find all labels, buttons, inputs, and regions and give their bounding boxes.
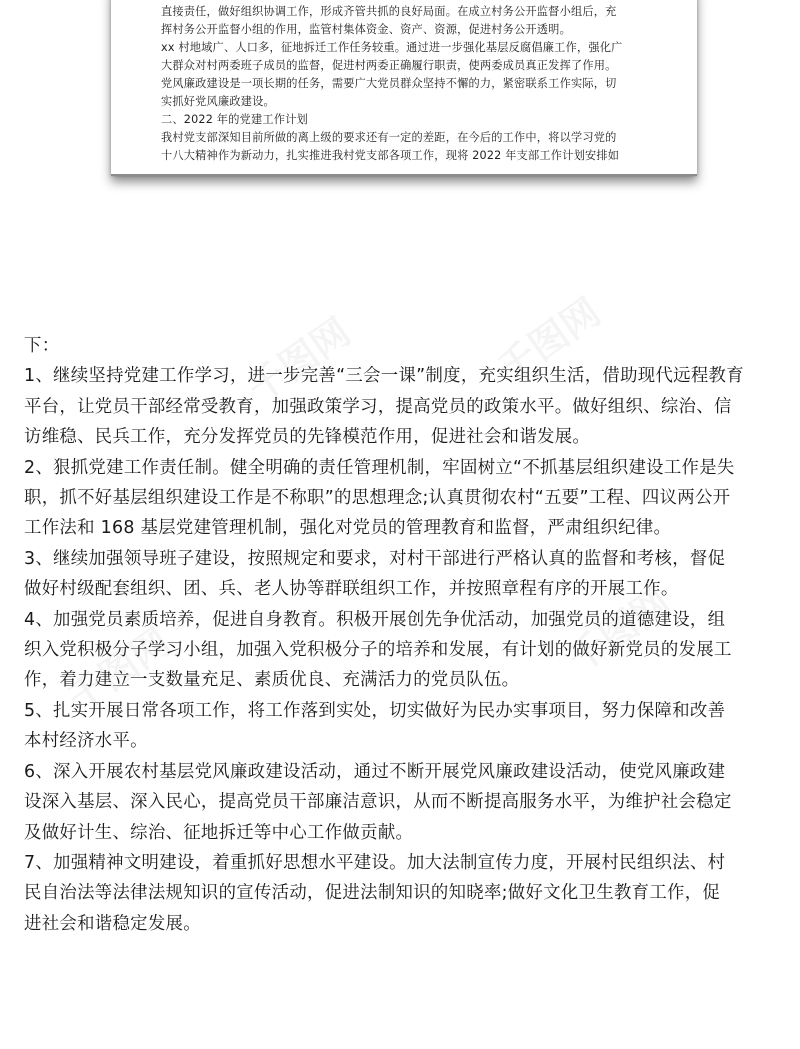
preview-text-line: 大群众对村两委班子成员的监督，促进村两委正确履行职责，使两委成员真正发挥了作用。 xyxy=(161,59,617,72)
body-text-line: 3、继续加强领导班子建设，按照规定和要求，对村干部进行严格认真的监督和考核，督促 xyxy=(24,548,726,569)
preview-text-line: 我村党支部深知目前所做的离上级的要求还有一定的差距，在今后的工作中，将以学习党的 xyxy=(161,131,617,144)
document-preview-content xyxy=(161,0,651,174)
body-text-line: 及做好计生、综治、征地拆迁等中心工作做贡献。 xyxy=(24,822,414,843)
preview-section-heading: 二、2022 年的党建工作计划 xyxy=(161,113,308,126)
preview-text-line: 党风廉政建设是一项长期的任务，需要广大党员群众坚持不懈的力，紧密联系工作实际，切 xyxy=(161,77,617,90)
document-body xyxy=(24,331,780,939)
preview-text-line: 挥村务公开监督小组的作用，监管村集体资金、资产、资源，促进村务公开透明。 xyxy=(161,23,571,36)
preview-text-line: xx 村地域广、人口多，征地拆迁工作任务较重。通过进一步强化基层反腐倡廉工作，强化广 xyxy=(161,41,623,54)
body-text-line: 职，抓不好基层组织建设工作是不称职”的思想理念;认真贯彻农村“五要”工程、四议两公开 xyxy=(24,488,731,509)
body-text-line: 访维稳、民兵工作，充分发挥党员的先锋模范作用，促进社会和谐发展。 xyxy=(24,427,591,448)
preview-text-line: 十八大精神作为新动力，扎实推进我村党支部各项工作，现将 2022 年支部工作计划安排如 xyxy=(161,149,620,162)
body-text-line: 2、狠抓党建工作责任制。健全明确的责任管理机制，牢固树立“不抓基层组织建设工作是失 xyxy=(24,457,735,478)
body-text-line: 设深入基层、深入民心，提高党员干部廉洁意识，从而不断提高服务水平，为维护社会稳定 xyxy=(24,792,732,813)
preview-text-line: 直接责任，做好组织协调工作，形成齐管共抓的良好局面。在成立村务公开监督小组后，充 xyxy=(161,5,617,18)
body-text-line: 4、加强党员素质培养，促进自身教育。积极开展创先争优活动，加强党员的道德建设，组 xyxy=(24,609,726,630)
body-text-line: 1、继续坚持党建工作学习，进一步完善“三会一课”制度，充实组织生活，借助现代远程教育 xyxy=(24,366,744,387)
body-text-line: 做好村级配套组织、团、兵、老人协等群联组织工作，并按照章程有序的开展工作。 xyxy=(24,579,679,600)
body-text-line: 6、深入开展农村基层党风廉政建设活动，通过不断开展党风廉政建设活动，使党风廉政建 xyxy=(24,761,726,782)
body-text-line: 民自治法等法律法规知识的宣传活动，促进法制知识的知晓率;做好文化卫生教育工作，促 xyxy=(24,883,721,904)
body-text-line: 7、加强精神文明建设，着重抓好思想水平建设。加大法制宣传力度，开展村民组织法、村 xyxy=(24,852,726,873)
body-text-line: 5、扎实开展日常各项工作，将工作落到实处，切实做好为民办实事项目，努力保障和改善 xyxy=(24,700,726,721)
body-text-line: 织入党积极分子学习小组，加强入党积极分子的培养和发展，有计划的做好新党员的发展工 xyxy=(24,640,732,661)
body-text-line: 作，着力建立一支数量充足、素质优良、充满活力的党员队伍。 xyxy=(24,670,520,691)
document-preview-card xyxy=(111,0,697,176)
body-text-line: 平台，让党员干部经常受教育，加强政策学习，提高党员的政策水平。做好组织、综治、信 xyxy=(24,396,732,417)
body-text-line: 下： xyxy=(24,336,60,356)
body-text-line: 进社会和谐稳定发展。 xyxy=(24,913,201,934)
preview-text-line: 实抓好党风廉政建设。 xyxy=(161,95,275,108)
body-text-line: 工作法和 168 基层党建管理机制，强化对党员的管理教育和监督，严肃组织纪律。 xyxy=(24,518,672,539)
body-text-line: 本村经济水平。 xyxy=(24,731,148,752)
